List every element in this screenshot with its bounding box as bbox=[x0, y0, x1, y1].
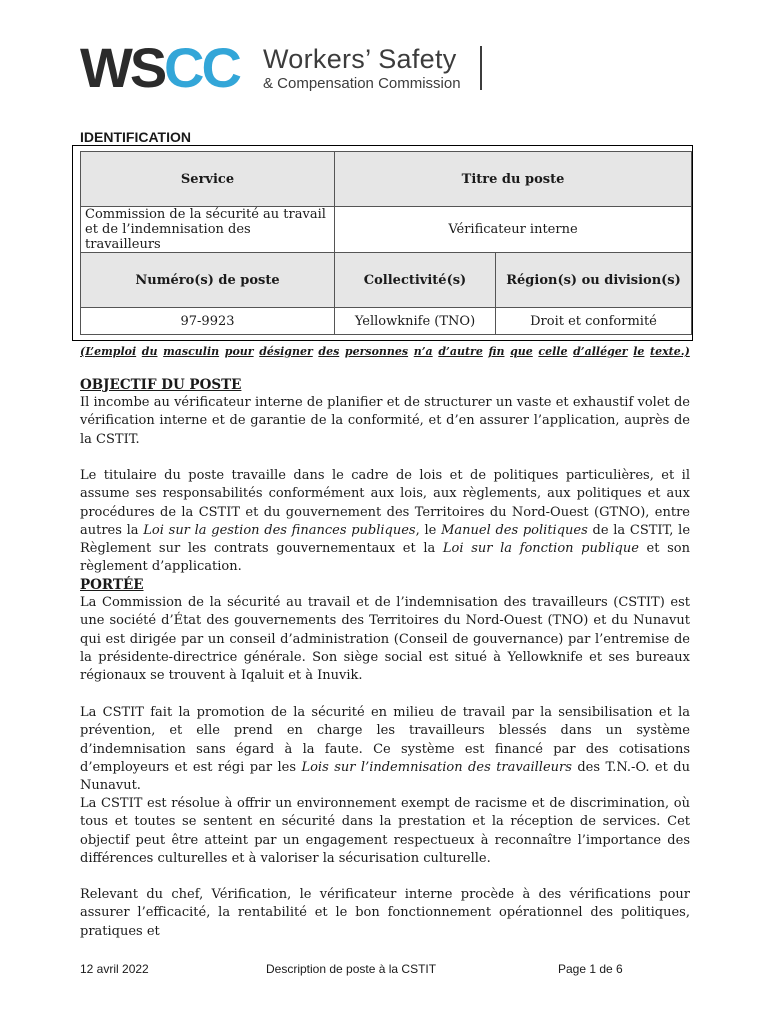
note-word: masculin bbox=[163, 345, 220, 358]
table-row bbox=[81, 207, 692, 253]
note-word: que bbox=[510, 345, 533, 358]
note-word: du bbox=[141, 345, 158, 358]
objectif-title: OBJECTIF DU POSTE bbox=[80, 377, 242, 393]
footer-date: 12 avril 2022 bbox=[80, 962, 149, 976]
gender-note bbox=[80, 345, 690, 358]
note-word: personnes bbox=[344, 345, 409, 358]
note-word: celle bbox=[538, 345, 568, 358]
note-word: fin bbox=[488, 345, 505, 358]
portee-paragraph-2: La CSTIT fait la promotion de la sécurité en milieu de travail par la sensibilisation et la prévention, et elle prend en charge les travailleurs blessés dans un système d’indemnisation sans égard à la faute. Ce système est financé par des cotisations d’employeurs et est régi par les Lois sur l’indemnisation des travailleurs des T.N.-O. et du Nunavut. bbox=[80, 705, 690, 794]
table-row bbox=[81, 308, 692, 335]
svg-text:CC: CC bbox=[164, 40, 239, 99]
portee-paragraph-1: La Commission de la sécurité au travail et de l’indemnisation des travailleurs (CSTIT) est une société d’État des gouvernements des Territoires du Nord-Ouest (TNO) et du Nunavut qui est dirigée par un conseil d’administration (Conseil de gouvernance) par l’entremise de la présidente-directrice générale. Son siège social est situé à Yellowknife et ses bureaux régionaux se trouvent à Iqaluit et à Inuvik. bbox=[80, 595, 690, 684]
svg-text:WS: WS bbox=[80, 40, 165, 99]
identification-table bbox=[80, 151, 692, 335]
logo-divider bbox=[480, 46, 482, 90]
table-row bbox=[81, 253, 692, 308]
note-word: pour bbox=[224, 345, 254, 358]
objectif-paragraph-2: Le titulaire du poste travaille dans le cadre de lois et de politiques particulières, et il assume ses responsabilités conformément aux lois, aux règlements, aux politiques et aux procédures de la CSTIT et du gouvernement des Territoires du Nord-Ouest (GTNO), entre autres la Loi sur la gestion des finances publiques, le Manuel des politiques de la CSTIT, le Règlement sur les contrats gouvernementaux et la Loi sur la fonction publique et son règlement d’application. bbox=[80, 468, 691, 575]
note-word: des bbox=[318, 345, 340, 358]
service-label: Service bbox=[81, 152, 335, 207]
wscc-wordmark bbox=[80, 40, 250, 100]
title-label: Titre du poste bbox=[335, 152, 692, 207]
title-value: Vérificateur interne bbox=[335, 207, 692, 253]
note-word: n’a bbox=[413, 345, 433, 358]
logo-english-line2: & Compensation Commission bbox=[263, 75, 461, 92]
position-number-label: Numéro(s) de poste bbox=[81, 253, 335, 308]
position-number-value: 97-9923 bbox=[81, 308, 335, 335]
portee-title: PORTÉE bbox=[80, 577, 144, 593]
identification-heading: IDENTIFICATION bbox=[80, 129, 191, 145]
logo-english-line1: Workers’ Safety bbox=[263, 44, 457, 74]
note-word: désigner bbox=[259, 345, 313, 358]
note-word: (L’emploi bbox=[80, 345, 137, 358]
community-value: Yellowknife (TNO) bbox=[335, 308, 496, 335]
table-row bbox=[81, 152, 692, 207]
footer-document-title: Description de poste à la CSTIT bbox=[266, 962, 437, 976]
community-label: Collectivité(s) bbox=[335, 253, 496, 308]
region-label: Région(s) ou division(s) bbox=[496, 253, 692, 308]
portee-paragraph-3: La CSTIT est résolue à offrir un environnement exempt de racisme et de discrimination, où tous et toutes se sentent en sécurité dans la prestation et la réception de services. Cet objectif peut être atteint par un engagement respectueux à reconnaître l’importance des différences culturelles et à valoriser la sécurisation culturelle. bbox=[80, 796, 690, 866]
region-value: Droit et conformité bbox=[496, 308, 692, 335]
note-word: le bbox=[633, 345, 645, 358]
note-word: d’alléger bbox=[573, 345, 628, 358]
note-word: d’autre bbox=[438, 345, 483, 358]
objectif-paragraph-1: Il incombe au vérificateur interne de planifier et de structurer un vaste et exhaustif volet de vérification interne et de garantie de la conformité, et d’en assurer l’application, auprès de la CSTIT. bbox=[80, 395, 690, 447]
footer-page-number: Page 1 de 6 bbox=[558, 962, 623, 976]
wscc-logo bbox=[80, 40, 692, 100]
note-word: texte.) bbox=[650, 345, 690, 358]
portee-paragraph-4: Relevant du chef, Vérification, le vérificateur interne procède à des vérifications pour assurer l’efficacité, la rentabilité et le bon fonctionnement opérationnel des politiques, pratiques et bbox=[80, 887, 690, 939]
service-value: Commission de la sécurité au travail et de l’indemnisation des travailleurs bbox=[81, 207, 335, 253]
